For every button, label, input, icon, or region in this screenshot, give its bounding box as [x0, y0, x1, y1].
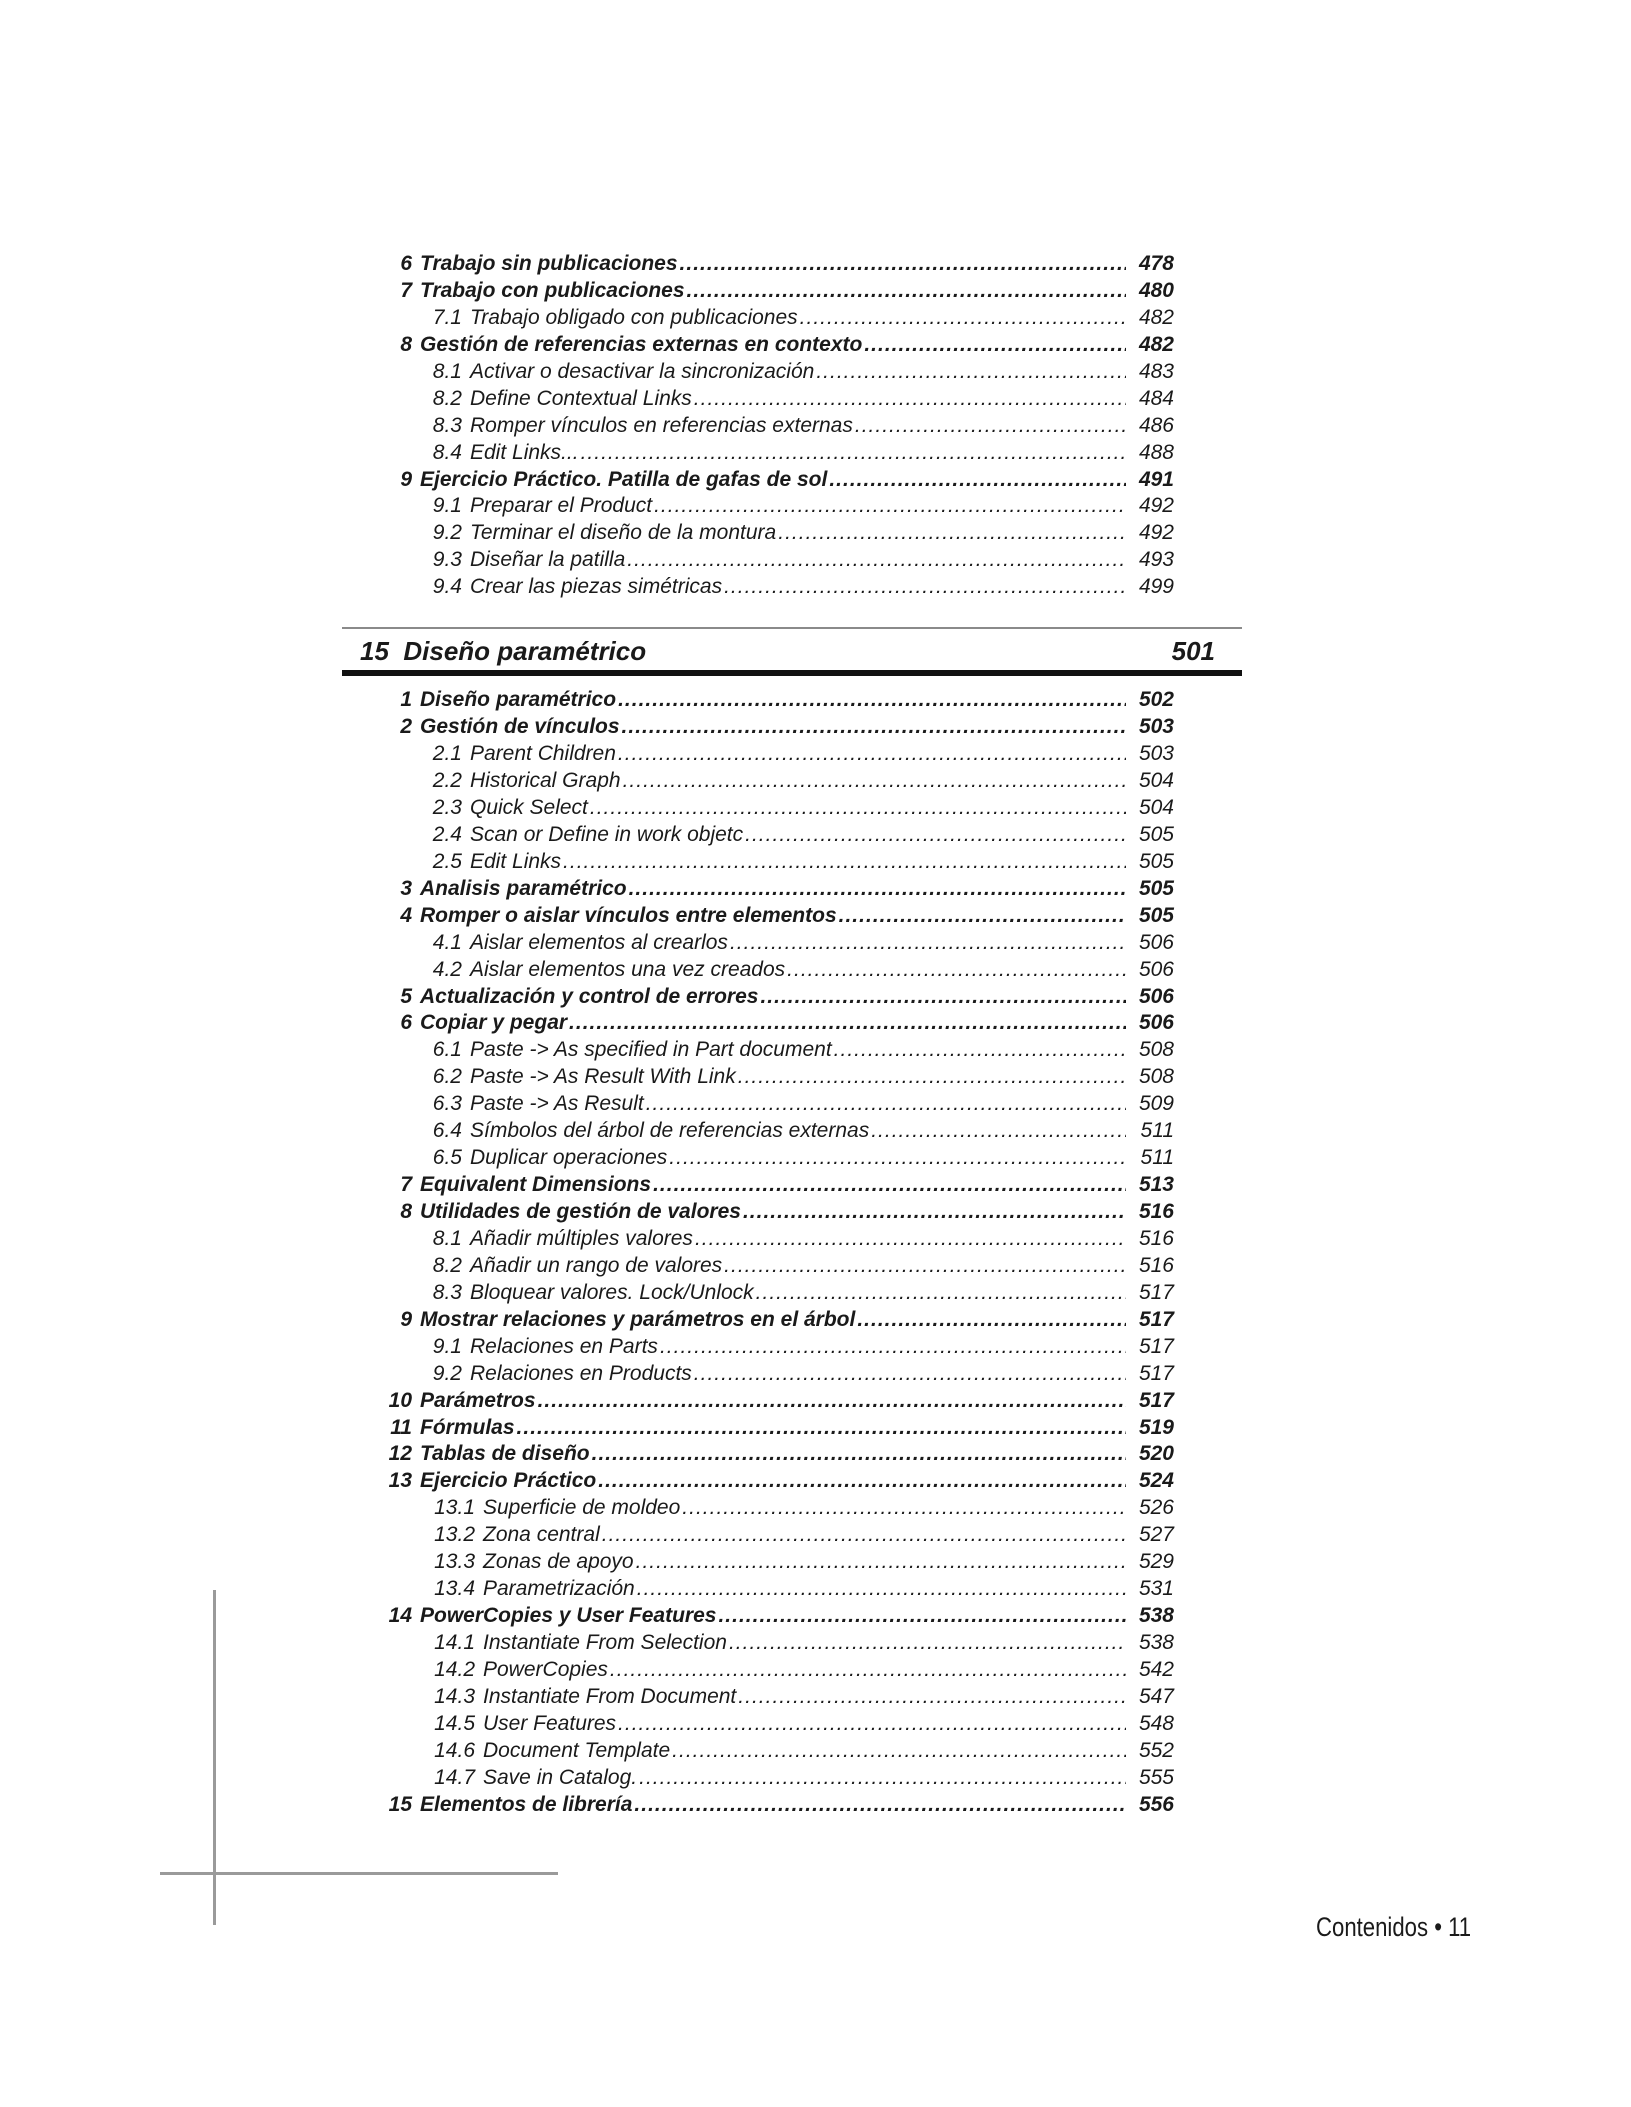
- toc-entry-title: Parametrización: [483, 1577, 635, 1601]
- dot-leader: [855, 413, 1126, 440]
- toc-entry-title: Aislar elementos una vez creados: [470, 957, 786, 981]
- toc-entry[interactable]: [342, 251, 1242, 278]
- dot-leader: [871, 1118, 1126, 1145]
- toc-entry-title: PowerCopies y User Features: [420, 1604, 717, 1628]
- toc-entry-page: 538: [1138, 1604, 1174, 1628]
- toc-entry-title: Document Template: [483, 1738, 671, 1762]
- dot-leader: [618, 1711, 1126, 1738]
- dot-leader: [857, 1307, 1126, 1334]
- toc-entry-page: 503: [1138, 715, 1174, 739]
- toc-entry-title: Copiar y pegar: [420, 1011, 568, 1035]
- toc-entry-title: Símbolos del árbol de referencias externas: [470, 1119, 870, 1143]
- toc-entry-title: PowerCopies: [483, 1657, 608, 1681]
- toc-entry-page: 480: [1138, 278, 1174, 302]
- toc-entry-page: 482: [1138, 332, 1174, 356]
- dot-leader: [654, 493, 1126, 520]
- dot-leader: [569, 1010, 1126, 1037]
- chapter-page: 501: [1171, 636, 1215, 667]
- chapter-heading-block: [342, 601, 1242, 667]
- toc-entry-page: 511: [1140, 1146, 1174, 1170]
- toc-entry-title: Aislar elementos al crearlos: [470, 930, 728, 954]
- toc-subentry[interactable]: [342, 440, 1242, 467]
- toc-section-previous-chapter: [342, 251, 1242, 601]
- toc-entry-number: 12: [388, 1442, 412, 1466]
- toc-subentry[interactable]: [342, 741, 1242, 768]
- toc-entry[interactable]: [342, 1172, 1242, 1199]
- dot-leader: [724, 1253, 1126, 1280]
- toc-entry-number: 6.4: [432, 1119, 462, 1143]
- toc-entry-number: 15: [388, 1792, 412, 1816]
- toc-entry-page: 556: [1138, 1792, 1174, 1816]
- dot-leader: [834, 1037, 1126, 1064]
- toc-entry-number: 5: [400, 984, 412, 1008]
- dot-leader: [778, 520, 1126, 547]
- toc-entry-number: 1: [400, 688, 412, 712]
- toc-entry-page: 517: [1138, 1280, 1174, 1304]
- dot-leader: [682, 1495, 1126, 1522]
- toc-entry-title: Relaciones en Products: [470, 1361, 692, 1385]
- toc-entry-page: 484: [1138, 386, 1174, 410]
- toc-section-chapter-15: [342, 687, 1242, 1818]
- toc-entry-number: 6: [400, 252, 412, 275]
- dot-leader: [829, 467, 1126, 494]
- dot-leader: [629, 876, 1126, 903]
- toc-entry-number: 10: [388, 1388, 412, 1412]
- toc-entry-title: Edit Links: [470, 849, 562, 873]
- dot-leader: [680, 251, 1126, 278]
- toc-entry-title: Parámetros: [420, 1388, 536, 1412]
- toc-entry-title: Romper o aislar vínculos entre elementos: [420, 903, 837, 927]
- toc-entry-title: Crear las piezas simétricas: [470, 575, 723, 599]
- dot-leader: [695, 1226, 1126, 1253]
- chapter-title: Diseño paramétrico: [403, 636, 647, 667]
- chapter-heading[interactable]: [360, 636, 1215, 667]
- toc-entry-title: Equivalent Dimensions: [420, 1173, 652, 1197]
- toc-entry-page: 511: [1140, 1119, 1174, 1143]
- toc-entry-title: Zona central: [483, 1523, 600, 1547]
- toc-entry-title: Instantiate From Document: [483, 1684, 737, 1708]
- toc-entry-number: 9.1: [432, 494, 462, 518]
- toc-entry-number: 8.1: [432, 359, 462, 383]
- toc-entry-title: Define Contextual Links: [470, 386, 692, 410]
- toc-entry-number: 8.3: [432, 1280, 462, 1304]
- dot-leader: [618, 687, 1126, 714]
- toc-entry-page: 509: [1138, 1092, 1174, 1116]
- dot-leader: [563, 849, 1126, 876]
- toc-entry-page: 516: [1138, 1253, 1174, 1277]
- toc-entry-title: Bloquear valores. Lock/Unlock: [470, 1280, 754, 1304]
- dot-leader: [627, 547, 1126, 574]
- toc-entry-page: 488: [1138, 440, 1174, 464]
- toc-entry[interactable]: [342, 1010, 1242, 1037]
- toc-entry-number: 9.3: [432, 548, 462, 572]
- toc-entry-title: Gestión de vínculos: [420, 715, 620, 739]
- toc-entry-number: 4.1: [432, 930, 462, 954]
- toc-entry-page: 508: [1138, 1065, 1174, 1089]
- toc-entry-title: Romper vínculos en referencias externas: [470, 413, 853, 437]
- toc-entry-page: 538: [1138, 1631, 1174, 1654]
- crop-mark-horizontal: [160, 1872, 558, 1875]
- toc-entry-number: 9.2: [432, 521, 462, 545]
- toc-entry-number: 7: [400, 1173, 412, 1197]
- dot-leader: [602, 1522, 1126, 1549]
- toc-subentry[interactable]: [342, 413, 1242, 440]
- toc-entry-page: 486: [1138, 413, 1174, 437]
- dot-leader: [590, 795, 1126, 822]
- toc-entry-title: Trabajo obligado con publicaciones: [470, 305, 798, 329]
- chapter-bottom-rule: [342, 670, 1242, 676]
- toc-entry-number: 8.1: [432, 1226, 462, 1250]
- toc-subentry[interactable]: [342, 957, 1242, 984]
- toc-entry-page: 503: [1138, 742, 1174, 766]
- toc-entry[interactable]: [342, 984, 1242, 1011]
- toc-entry-title: Ejercicio Práctico. Patilla de gafas de sol: [420, 467, 828, 491]
- toc-subentry[interactable]: [342, 1091, 1242, 1118]
- toc-entry-page: 505: [1138, 903, 1174, 927]
- toc-subentry[interactable]: [342, 1684, 1242, 1711]
- toc-subentry[interactable]: [342, 520, 1242, 547]
- dot-leader: [634, 1792, 1126, 1819]
- dot-leader: [653, 1172, 1126, 1199]
- toc-subentry[interactable]: [342, 493, 1242, 520]
- toc-entry-number: 14.7: [434, 1765, 475, 1789]
- dot-leader: [743, 1199, 1126, 1226]
- toc-subentry[interactable]: [342, 1064, 1242, 1091]
- toc-subentry[interactable]: [342, 1118, 1242, 1145]
- toc-entry-title: Trabajo con publicaciones: [420, 278, 685, 302]
- toc-entry-number: 2.1: [432, 742, 462, 766]
- toc-entry-title: Edit Links...: [470, 440, 579, 464]
- toc-entry-title: Paste -> As specified in Part document: [470, 1038, 832, 1062]
- toc-entry-number: 4.2: [432, 957, 462, 981]
- toc-entry-page: 492: [1138, 521, 1174, 545]
- toc-entry-page: 542: [1138, 1657, 1174, 1681]
- dot-leader: [800, 305, 1126, 332]
- toc-entry-title: Trabajo sin publicaciones: [420, 252, 678, 275]
- toc-entry-number: 14.1: [434, 1631, 475, 1654]
- toc-entry-number: 13.2: [434, 1523, 475, 1547]
- toc-entry-page: 499: [1138, 575, 1174, 599]
- toc-entry-page: 483: [1138, 359, 1174, 383]
- toc-entry[interactable]: [342, 1468, 1242, 1495]
- toc-entry-page: 505: [1138, 849, 1174, 873]
- toc-entry-page: 506: [1138, 957, 1174, 981]
- toc-subentry[interactable]: [342, 305, 1242, 332]
- toc-entry-page: 504: [1138, 795, 1174, 819]
- toc-entry-title: Parent Children: [470, 742, 616, 766]
- toc-entry-number: 13.1: [434, 1496, 475, 1520]
- toc-entry-page: 505: [1138, 876, 1174, 900]
- toc-entry-number: 9: [400, 467, 412, 491]
- dot-leader: [610, 1657, 1126, 1684]
- toc-entry-number: 2: [400, 715, 412, 739]
- toc-entry-number: 11: [390, 1415, 412, 1439]
- toc-entry-number: 9.1: [432, 1334, 462, 1358]
- toc-entry[interactable]: [342, 687, 1242, 714]
- toc-entry-number: 9.4: [432, 575, 462, 599]
- toc-entry-page: 505: [1138, 822, 1174, 846]
- toc-entry-number: 8.4: [432, 440, 462, 464]
- toc-entry-title: Scan or Define in work objetc: [470, 822, 744, 846]
- table-of-contents: [342, 251, 1242, 1819]
- toc-entry-title: Añadir un rango de valores: [470, 1253, 723, 1277]
- toc-entry-title: User Features: [483, 1711, 617, 1735]
- toc-entry[interactable]: [342, 714, 1242, 741]
- dot-leader: [592, 1441, 1126, 1468]
- toc-entry-title: Elementos de librería: [420, 1792, 633, 1816]
- toc-entry-title: Zonas de apoyo: [483, 1550, 634, 1574]
- toc-entry[interactable]: [342, 278, 1242, 305]
- toc-subentry[interactable]: [342, 822, 1242, 849]
- toc-entry[interactable]: [342, 1792, 1242, 1819]
- toc-entry-title: Save in Catalog.: [483, 1765, 638, 1789]
- chapter-number: 15: [360, 636, 389, 667]
- toc-entry-title: Mostrar relaciones y parámetros en el árbol: [420, 1307, 856, 1331]
- dot-leader: [718, 1603, 1126, 1630]
- toc-entry-page: 531: [1138, 1577, 1174, 1601]
- toc-entry[interactable]: [342, 1199, 1242, 1226]
- dot-leader: [787, 957, 1126, 984]
- toc-subentry[interactable]: [342, 1630, 1242, 1657]
- toc-entry-title: Diseñar la patilla: [470, 548, 626, 572]
- toc-entry-page: 529: [1138, 1550, 1174, 1574]
- toc-entry-title: Relaciones en Parts: [470, 1334, 658, 1358]
- toc-entry-title: Activar o desactivar la sincronización: [470, 359, 815, 383]
- toc-entry-title: Diseño paramétrico: [420, 688, 617, 712]
- dot-leader: [517, 1415, 1126, 1442]
- toc-entry-title: Preparar el Product: [470, 494, 653, 518]
- toc-subentry[interactable]: [342, 768, 1242, 795]
- toc-entry-title: Instantiate From Selection: [483, 1631, 727, 1654]
- toc-entry-page: 517: [1138, 1388, 1174, 1412]
- toc-subentry[interactable]: [342, 1765, 1242, 1792]
- toc-entry[interactable]: [342, 903, 1242, 930]
- toc-subentry[interactable]: [342, 849, 1242, 876]
- toc-entry-number: 8.2: [432, 386, 462, 410]
- toc-entry-number: 6: [400, 1011, 412, 1035]
- toc-subentry[interactable]: [342, 930, 1242, 957]
- toc-subentry[interactable]: [342, 1576, 1242, 1603]
- toc-entry-page: 555: [1138, 1765, 1174, 1789]
- toc-entry-number: 6.1: [432, 1038, 462, 1062]
- toc-entry-page: 502: [1138, 688, 1174, 712]
- toc-entry[interactable]: [342, 1415, 1242, 1442]
- toc-entry-title: Actualización y control de errores: [420, 984, 759, 1008]
- toc-entry-page: 482: [1138, 305, 1174, 329]
- dot-leader: [646, 1091, 1126, 1118]
- toc-subentry[interactable]: [342, 1280, 1242, 1307]
- toc-subentry[interactable]: [342, 574, 1242, 601]
- toc-entry-page: 493: [1138, 548, 1174, 572]
- toc-entry-page: 517: [1138, 1361, 1174, 1385]
- toc-entry-number: 13.3: [434, 1550, 475, 1574]
- toc-entry-number: 6.3: [432, 1092, 462, 1116]
- toc-entry-page: 524: [1138, 1469, 1174, 1493]
- toc-entry-number: 14.2: [434, 1657, 475, 1681]
- dot-leader: [669, 1145, 1126, 1172]
- dot-leader: [598, 1468, 1126, 1495]
- toc-entry-number: 8.3: [432, 413, 462, 437]
- toc-subentry[interactable]: [342, 1495, 1242, 1522]
- toc-entry-page: 478: [1138, 252, 1174, 275]
- toc-entry-number: 9: [400, 1307, 412, 1331]
- dot-leader: [639, 1765, 1126, 1792]
- toc-entry-page: 517: [1138, 1334, 1174, 1358]
- toc-entry-number: 13: [388, 1469, 412, 1493]
- toc-entry-page: 526: [1138, 1496, 1174, 1520]
- toc-entry-page: 504: [1138, 769, 1174, 792]
- toc-entry-number: 9.2: [432, 1361, 462, 1385]
- dot-leader: [660, 1334, 1126, 1361]
- toc-subentry[interactable]: [342, 386, 1242, 413]
- toc-entry-page: 506: [1138, 930, 1174, 954]
- dot-leader: [738, 1684, 1126, 1711]
- toc-entry-number: 2.5: [432, 849, 462, 873]
- toc-entry-number: 14: [388, 1604, 412, 1628]
- toc-entry-title: Terminar el diseño de la montura: [470, 521, 777, 545]
- toc-entry-number: 6.2: [432, 1065, 462, 1089]
- toc-entry-title: Ejercicio Práctico: [420, 1469, 597, 1493]
- toc-entry-page: 548: [1138, 1711, 1174, 1735]
- toc-entry-page: 516: [1138, 1226, 1174, 1250]
- toc-entry-title: Paste -> As Result With Link: [470, 1065, 736, 1089]
- toc-entry-page: 519: [1138, 1415, 1174, 1439]
- toc-subentry[interactable]: [342, 1037, 1242, 1064]
- toc-entry[interactable]: [342, 1307, 1242, 1334]
- toc-entry-page: 547: [1138, 1684, 1174, 1708]
- toc-entry-number: 14.3: [434, 1684, 475, 1708]
- toc-subentry[interactable]: [342, 359, 1242, 386]
- dot-leader: [623, 768, 1126, 795]
- dot-leader: [745, 822, 1126, 849]
- toc-subentry[interactable]: [342, 1711, 1242, 1738]
- dot-leader: [864, 332, 1126, 359]
- toc-entry-number: 14.5: [434, 1711, 475, 1735]
- toc-entry[interactable]: [342, 1388, 1242, 1415]
- toc-entry-page: 491: [1138, 467, 1174, 491]
- toc-entry-page: 552: [1138, 1738, 1174, 1762]
- toc-entry-number: 13.4: [434, 1577, 475, 1601]
- toc-entry-title: Historical Graph: [470, 769, 621, 792]
- toc-entry-number: 2.4: [432, 822, 462, 846]
- toc-subentry[interactable]: [342, 1253, 1242, 1280]
- toc-entry-number: 7.1: [432, 305, 462, 329]
- dot-leader: [738, 1064, 1126, 1091]
- dot-leader: [636, 1549, 1126, 1576]
- toc-entry-number: 2.2: [432, 769, 462, 792]
- toc-entry-title: Paste -> As Result: [470, 1092, 644, 1116]
- toc-subentry[interactable]: [342, 1657, 1242, 1684]
- toc-subentry[interactable]: [342, 1145, 1242, 1172]
- dot-leader: [672, 1738, 1126, 1765]
- toc-subentry[interactable]: [342, 1361, 1242, 1388]
- dot-leader: [637, 1576, 1126, 1603]
- dot-leader: [756, 1280, 1126, 1307]
- toc-subentry[interactable]: [342, 795, 1242, 822]
- dot-leader: [618, 741, 1126, 768]
- toc-entry-title: Tablas de diseño: [420, 1442, 590, 1466]
- toc-entry-number: 3: [400, 876, 412, 900]
- toc-subentry[interactable]: [342, 1738, 1242, 1765]
- toc-entry-title: Duplicar operaciones: [470, 1146, 668, 1170]
- toc-entry-number: 2.3: [432, 795, 462, 819]
- dot-leader: [730, 930, 1126, 957]
- toc-entry-title: Fórmulas: [420, 1415, 515, 1439]
- dot-leader: [581, 440, 1126, 467]
- toc-entry[interactable]: [342, 1603, 1242, 1630]
- toc-subentry[interactable]: [342, 1549, 1242, 1576]
- dot-leader: [816, 359, 1126, 386]
- toc-entry[interactable]: [342, 332, 1242, 359]
- toc-entry-title: Añadir múltiples valores: [470, 1226, 693, 1250]
- toc-entry-page: 516: [1138, 1200, 1174, 1223]
- toc-entry[interactable]: [342, 876, 1242, 903]
- dot-leader: [687, 278, 1126, 305]
- toc-entry-page: 492: [1138, 494, 1174, 518]
- toc-entry-number: 8: [400, 1200, 412, 1223]
- toc-entry-page: 506: [1138, 1011, 1174, 1035]
- toc-entry-page: 520: [1138, 1442, 1174, 1466]
- toc-entry-page: 517: [1138, 1307, 1174, 1331]
- dot-leader: [724, 574, 1126, 601]
- toc-subentry[interactable]: [342, 1226, 1242, 1253]
- toc-entry-number: 4: [400, 903, 412, 927]
- dot-leader: [760, 984, 1126, 1011]
- toc-entry-page: 513: [1138, 1173, 1174, 1197]
- dot-leader: [839, 903, 1126, 930]
- toc-entry-number: 8.2: [432, 1253, 462, 1277]
- toc-entry[interactable]: [342, 467, 1242, 494]
- toc-entry-title: Utilidades de gestión de valores: [420, 1200, 741, 1223]
- toc-entry-title: Gestión de referencias externas en contexto: [420, 332, 863, 356]
- toc-entry-number: 8: [400, 332, 412, 356]
- toc-entry-title: Analisis paramétrico: [420, 876, 627, 900]
- dot-leader: [538, 1388, 1126, 1415]
- dot-leader: [729, 1630, 1126, 1657]
- toc-subentry[interactable]: [342, 1522, 1242, 1549]
- toc-entry-title: Quick Select: [470, 795, 588, 819]
- toc-entry-page: 506: [1138, 984, 1174, 1008]
- toc-entry-page: 527: [1138, 1523, 1174, 1547]
- chapter-top-rule: [342, 627, 1242, 629]
- toc-entry[interactable]: [342, 1441, 1242, 1468]
- toc-subentry[interactable]: [342, 547, 1242, 574]
- toc-entry-number: 6.5: [432, 1146, 462, 1170]
- toc-entry-number: 7: [400, 278, 412, 302]
- dot-leader: [622, 714, 1126, 741]
- dot-leader: [694, 386, 1126, 413]
- toc-subentry[interactable]: [342, 1334, 1242, 1361]
- dot-leader: [694, 1361, 1126, 1388]
- page-footer: Contenidos • 11: [1315, 1912, 1471, 1942]
- toc-entry-number: 14.6: [434, 1738, 475, 1762]
- toc-entry-page: 508: [1138, 1038, 1174, 1062]
- toc-entry-title: Superficie de moldeo: [483, 1496, 681, 1520]
